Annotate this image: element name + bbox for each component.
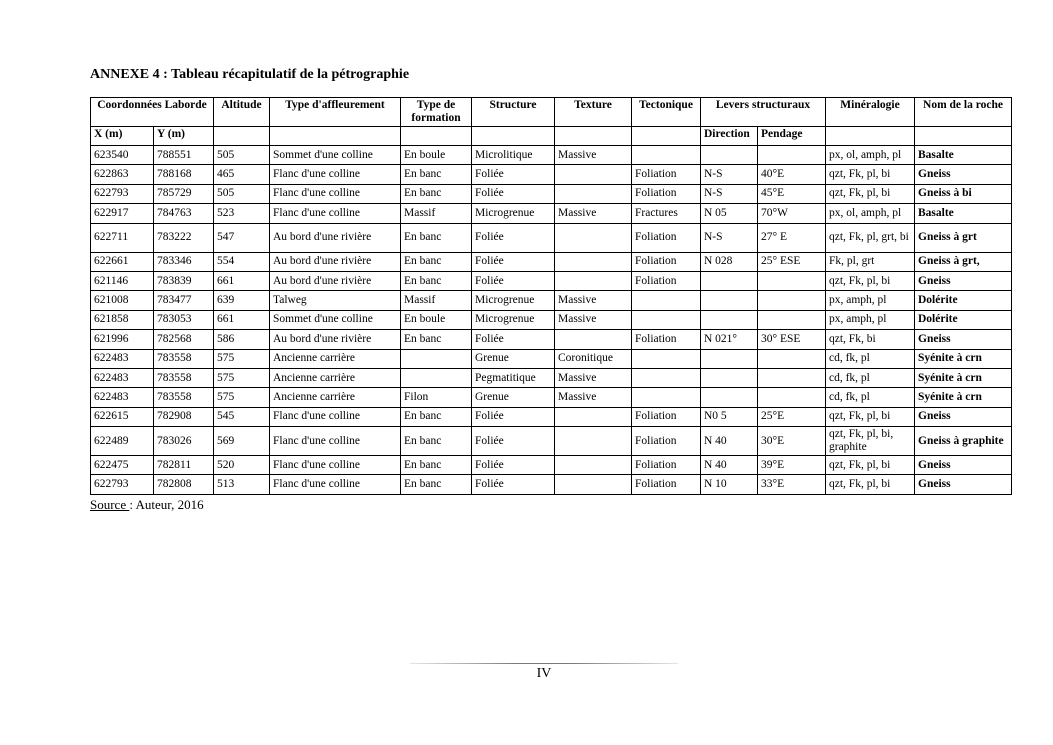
cell-texture: Massive xyxy=(555,146,632,165)
cell-roche: Gneiss xyxy=(915,456,1012,475)
cell-tectonique: Foliation xyxy=(632,456,701,475)
cell-pendage: 30° ESE xyxy=(758,330,826,349)
cell-x: 621996 xyxy=(91,330,154,349)
cell-roche: Gneiss à graphite xyxy=(915,427,1012,456)
cell-type-formation: En banc xyxy=(401,407,472,426)
table-row xyxy=(91,475,1012,494)
cell-direction xyxy=(701,271,758,290)
table-row xyxy=(91,291,1012,310)
cell-mineralogie: qzt, Fk, pl, bi xyxy=(826,271,915,290)
cell-structure: Foliée xyxy=(472,271,555,290)
cell-y: 783026 xyxy=(154,427,214,456)
cell-type-affleurement: Flanc d'une colline xyxy=(270,456,401,475)
cell-structure: Foliée xyxy=(472,165,555,184)
cell-mineralogie: cd, fk, pl xyxy=(826,349,915,368)
cell-pendage: 25°E xyxy=(758,407,826,426)
cell-y: 784763 xyxy=(154,204,214,223)
cell-y: 783222 xyxy=(154,223,214,252)
cell-texture xyxy=(555,330,632,349)
cell-y: 788168 xyxy=(154,165,214,184)
cell-tectonique: Fractures xyxy=(632,204,701,223)
table-row xyxy=(91,146,1012,165)
cell-altitude: 545 xyxy=(214,407,270,426)
cell-direction: N-S xyxy=(701,184,758,203)
cell-type-formation: En banc xyxy=(401,271,472,290)
cell-altitude: 569 xyxy=(214,427,270,456)
cell-x: 623540 xyxy=(91,146,154,165)
cell-direction: N 05 xyxy=(701,204,758,223)
cell-x: 622489 xyxy=(91,427,154,456)
cell-direction xyxy=(701,310,758,329)
cell-x: 622917 xyxy=(91,204,154,223)
subheader-y: Y (m) xyxy=(154,127,214,146)
cell-direction: N 028 xyxy=(701,252,758,271)
cell-x: 622711 xyxy=(91,223,154,252)
cell-x: 622793 xyxy=(91,184,154,203)
cell-roche: Gneiss xyxy=(915,165,1012,184)
cell-direction: N 021° xyxy=(701,330,758,349)
cell-roche: Gneiss à grt xyxy=(915,223,1012,252)
cell-mineralogie: Fk, pl, grt xyxy=(826,252,915,271)
cell-structure: Foliée xyxy=(472,456,555,475)
cell-type-affleurement: Flanc d'une colline xyxy=(270,204,401,223)
cell-roche: Basalte xyxy=(915,204,1012,223)
cell-pendage xyxy=(758,368,826,387)
source-text: : Auteur, 2016 xyxy=(129,497,204,512)
cell-altitude: 554 xyxy=(214,252,270,271)
cell-tectonique xyxy=(632,310,701,329)
cell-pendage: 33°E xyxy=(758,475,826,494)
table-row xyxy=(91,310,1012,329)
cell-mineralogie: px, ol, amph, pl xyxy=(826,204,915,223)
table-row xyxy=(91,456,1012,475)
cell-structure: Foliée xyxy=(472,427,555,456)
cell-mineralogie: cd, fk, pl xyxy=(826,388,915,407)
cell-y: 783558 xyxy=(154,388,214,407)
cell-mineralogie: qzt, Fk, pl, bi, graphite xyxy=(826,427,915,456)
cell-y: 782908 xyxy=(154,407,214,426)
cell-y: 783477 xyxy=(154,291,214,310)
cell-type-formation: En boule xyxy=(401,310,472,329)
table-row xyxy=(91,427,1012,456)
cell-direction xyxy=(701,349,758,368)
cell-direction: N-S xyxy=(701,165,758,184)
header-mineralogie: Minéralogie xyxy=(826,98,915,127)
cell-altitude: 575 xyxy=(214,349,270,368)
cell-y: 783346 xyxy=(154,252,214,271)
cell-type-formation: En banc xyxy=(401,184,472,203)
subheader-x: X (m) xyxy=(91,127,154,146)
table-row xyxy=(91,368,1012,387)
source-note xyxy=(90,497,204,513)
table-row xyxy=(91,349,1012,368)
cell-texture: Massive xyxy=(555,204,632,223)
cell-x: 622661 xyxy=(91,252,154,271)
cell-pendage xyxy=(758,291,826,310)
table-body xyxy=(91,146,1012,495)
cell-pendage xyxy=(758,388,826,407)
cell-structure: Foliée xyxy=(472,475,555,494)
subheader-pendage: Pendage xyxy=(758,127,826,146)
cell-tectonique: Foliation xyxy=(632,427,701,456)
cell-type-formation: En banc xyxy=(401,475,472,494)
cell-x: 622615 xyxy=(91,407,154,426)
cell-type-affleurement: Au bord d'une rivière xyxy=(270,252,401,271)
cell-pendage: 30°E xyxy=(758,427,826,456)
header-coordonnees: Coordonnées Laborde xyxy=(91,98,214,127)
cell-altitude: 575 xyxy=(214,368,270,387)
cell-type-affleurement: Ancienne carrière xyxy=(270,388,401,407)
cell-roche: Dolérite xyxy=(915,310,1012,329)
cell-altitude: 639 xyxy=(214,291,270,310)
cell-type-formation xyxy=(401,349,472,368)
cell-direction xyxy=(701,388,758,407)
header-type-formation: Type de formation xyxy=(401,98,472,127)
cell-mineralogie: qzt, Fk, pl, grt, bi xyxy=(826,223,915,252)
table-row xyxy=(91,330,1012,349)
cell-texture xyxy=(555,223,632,252)
cell-y: 783558 xyxy=(154,349,214,368)
cell-texture: Massive xyxy=(555,388,632,407)
cell-pendage: 25° ESE xyxy=(758,252,826,271)
cell-texture xyxy=(555,475,632,494)
cell-tectonique xyxy=(632,388,701,407)
cell-mineralogie: qzt, Fk, pl, bi xyxy=(826,184,915,203)
cell-texture: Massive xyxy=(555,368,632,387)
cell-texture xyxy=(555,252,632,271)
cell-texture: Massive xyxy=(555,291,632,310)
cell-roche: Basalte xyxy=(915,146,1012,165)
cell-tectonique xyxy=(632,368,701,387)
cell-altitude: 661 xyxy=(214,310,270,329)
cell-tectonique xyxy=(632,146,701,165)
cell-tectonique xyxy=(632,349,701,368)
cell-roche: Gneiss xyxy=(915,271,1012,290)
cell-pendage: 39°E xyxy=(758,456,826,475)
cell-y: 785729 xyxy=(154,184,214,203)
cell-type-formation: En boule xyxy=(401,146,472,165)
cell-structure: Grenue xyxy=(472,388,555,407)
cell-x: 622475 xyxy=(91,456,154,475)
table-row xyxy=(91,407,1012,426)
cell-type-formation: En banc xyxy=(401,252,472,271)
cell-mineralogie: qzt, Fk, pl, bi xyxy=(826,456,915,475)
cell-structure: Microgrenue xyxy=(472,310,555,329)
header-texture: Texture xyxy=(555,98,632,127)
table-row xyxy=(91,184,1012,203)
page-number: IV xyxy=(536,666,552,681)
cell-mineralogie: qzt, Fk, pl, bi xyxy=(826,407,915,426)
cell-x: 621858 xyxy=(91,310,154,329)
header-nom-roche: Nom de la roche xyxy=(915,98,1012,127)
cell-type-formation: En banc xyxy=(401,456,472,475)
cell-y: 788551 xyxy=(154,146,214,165)
cell-y: 782808 xyxy=(154,475,214,494)
cell-y: 783558 xyxy=(154,368,214,387)
header-type-affleurement: Type d'affleurement xyxy=(270,98,401,127)
header-tectonique: Tectonique xyxy=(632,98,701,127)
cell-roche: Gneiss xyxy=(915,475,1012,494)
cell-type-formation: En banc xyxy=(401,223,472,252)
cell-altitude: 586 xyxy=(214,330,270,349)
cell-y: 782568 xyxy=(154,330,214,349)
cell-altitude: 523 xyxy=(214,204,270,223)
cell-type-affleurement: Ancienne carrière xyxy=(270,368,401,387)
cell-pendage: 45°E xyxy=(758,184,826,203)
cell-structure: Pegmatitique xyxy=(472,368,555,387)
table-row xyxy=(91,223,1012,252)
cell-altitude: 465 xyxy=(214,165,270,184)
cell-mineralogie: cd, fk, pl xyxy=(826,368,915,387)
cell-pendage xyxy=(758,146,826,165)
cell-mineralogie: px, amph, pl xyxy=(826,291,915,310)
cell-structure: Foliée xyxy=(472,407,555,426)
cell-x: 622863 xyxy=(91,165,154,184)
cell-texture xyxy=(555,456,632,475)
cell-pendage xyxy=(758,271,826,290)
cell-texture: Coronitique xyxy=(555,349,632,368)
header-structure: Structure xyxy=(472,98,555,127)
cell-texture: Massive xyxy=(555,310,632,329)
cell-structure: Microgrenue xyxy=(472,291,555,310)
cell-x: 622793 xyxy=(91,475,154,494)
cell-type-affleurement: Talweg xyxy=(270,291,401,310)
cell-roche: Syénite à crn xyxy=(915,368,1012,387)
cell-structure: Foliée xyxy=(472,184,555,203)
cell-texture xyxy=(555,184,632,203)
table-row xyxy=(91,271,1012,290)
cell-texture xyxy=(555,271,632,290)
cell-direction: N 40 xyxy=(701,427,758,456)
cell-tectonique: Foliation xyxy=(632,165,701,184)
cell-direction: N-S xyxy=(701,223,758,252)
cell-texture xyxy=(555,407,632,426)
cell-pendage: 70°W xyxy=(758,204,826,223)
cell-type-affleurement: Ancienne carrière xyxy=(270,349,401,368)
cell-type-formation: Massif xyxy=(401,291,472,310)
cell-pendage: 27° E xyxy=(758,223,826,252)
cell-roche: Gneiss xyxy=(915,330,1012,349)
cell-tectonique: Foliation xyxy=(632,252,701,271)
cell-structure: Grenue xyxy=(472,349,555,368)
table-row xyxy=(91,165,1012,184)
cell-type-formation: Massif xyxy=(401,204,472,223)
header-altitude: Altitude xyxy=(214,98,270,127)
cell-type-formation xyxy=(401,368,472,387)
cell-type-formation: En banc xyxy=(401,330,472,349)
cell-type-affleurement: Flanc d'une colline xyxy=(270,184,401,203)
footer-divider xyxy=(410,663,678,664)
table-row xyxy=(91,388,1012,407)
cell-x: 622483 xyxy=(91,368,154,387)
cell-texture xyxy=(555,165,632,184)
cell-y: 782811 xyxy=(154,456,214,475)
cell-tectonique: Foliation xyxy=(632,330,701,349)
cell-x: 622483 xyxy=(91,349,154,368)
cell-roche: Gneiss xyxy=(915,407,1012,426)
cell-type-affleurement: Flanc d'une colline xyxy=(270,165,401,184)
cell-type-affleurement: Flanc d'une colline xyxy=(270,475,401,494)
cell-direction xyxy=(701,291,758,310)
cell-direction: N0 5 xyxy=(701,407,758,426)
cell-type-affleurement: Flanc d'une colline xyxy=(270,407,401,426)
cell-tectonique: Foliation xyxy=(632,407,701,426)
cell-y: 783839 xyxy=(154,271,214,290)
cell-x: 622483 xyxy=(91,388,154,407)
cell-x: 621008 xyxy=(91,291,154,310)
cell-y: 783053 xyxy=(154,310,214,329)
petrography-table xyxy=(90,97,1012,495)
cell-type-affleurement: Sommet d'une colline xyxy=(270,146,401,165)
cell-structure: Microlitique xyxy=(472,146,555,165)
cell-pendage: 40°E xyxy=(758,165,826,184)
cell-altitude: 505 xyxy=(214,184,270,203)
cell-tectonique: Foliation xyxy=(632,184,701,203)
cell-roche: Dolérite xyxy=(915,291,1012,310)
cell-roche: Syénite à crn xyxy=(915,349,1012,368)
cell-altitude: 505 xyxy=(214,146,270,165)
cell-structure: Foliée xyxy=(472,223,555,252)
cell-altitude: 661 xyxy=(214,271,270,290)
cell-roche: Gneiss à grt, xyxy=(915,252,1012,271)
source-label: Source xyxy=(90,497,130,512)
cell-altitude: 547 xyxy=(214,223,270,252)
cell-tectonique: Foliation xyxy=(632,475,701,494)
header-levers-structuraux: Levers structuraux xyxy=(701,98,826,127)
cell-type-affleurement: Au bord d'une rivière xyxy=(270,330,401,349)
cell-type-formation: En banc xyxy=(401,427,472,456)
cell-structure: Foliée xyxy=(472,330,555,349)
cell-mineralogie: px, amph, pl xyxy=(826,310,915,329)
cell-type-affleurement: Au bord d'une rivière xyxy=(270,223,401,252)
cell-direction: N 40 xyxy=(701,456,758,475)
cell-pendage xyxy=(758,349,826,368)
page-title: ANNEXE 4 : Tableau récapitulatif de la pétrographie xyxy=(90,67,410,82)
cell-tectonique xyxy=(632,291,701,310)
cell-structure: Foliée xyxy=(472,252,555,271)
table-row xyxy=(91,204,1012,223)
cell-roche: Syénite à crn xyxy=(915,388,1012,407)
cell-roche: Gneiss à bi xyxy=(915,184,1012,203)
cell-mineralogie: qzt, Fk, pl, bi xyxy=(826,475,915,494)
cell-type-formation: Filon xyxy=(401,388,472,407)
cell-mineralogie: qzt, Fk, pl, bi xyxy=(826,165,915,184)
cell-direction xyxy=(701,368,758,387)
cell-type-affleurement: Au bord d'une rivière xyxy=(270,271,401,290)
subheader-direction: Direction xyxy=(701,127,758,146)
cell-direction: N 10 xyxy=(701,475,758,494)
cell-texture xyxy=(555,427,632,456)
cell-tectonique: Foliation xyxy=(632,271,701,290)
cell-altitude: 513 xyxy=(214,475,270,494)
cell-mineralogie: px, ol, amph, pl xyxy=(826,146,915,165)
cell-altitude: 575 xyxy=(214,388,270,407)
cell-altitude: 520 xyxy=(214,456,270,475)
cell-direction xyxy=(701,146,758,165)
cell-type-affleurement: Flanc d'une colline xyxy=(270,427,401,456)
cell-structure: Microgrenue xyxy=(472,204,555,223)
cell-type-affleurement: Sommet d'une colline xyxy=(270,310,401,329)
cell-type-formation: En banc xyxy=(401,165,472,184)
cell-mineralogie: qzt, Fk, bi xyxy=(826,330,915,349)
cell-x: 621146 xyxy=(91,271,154,290)
table-row xyxy=(91,252,1012,271)
cell-tectonique: Foliation xyxy=(632,223,701,252)
cell-pendage xyxy=(758,310,826,329)
